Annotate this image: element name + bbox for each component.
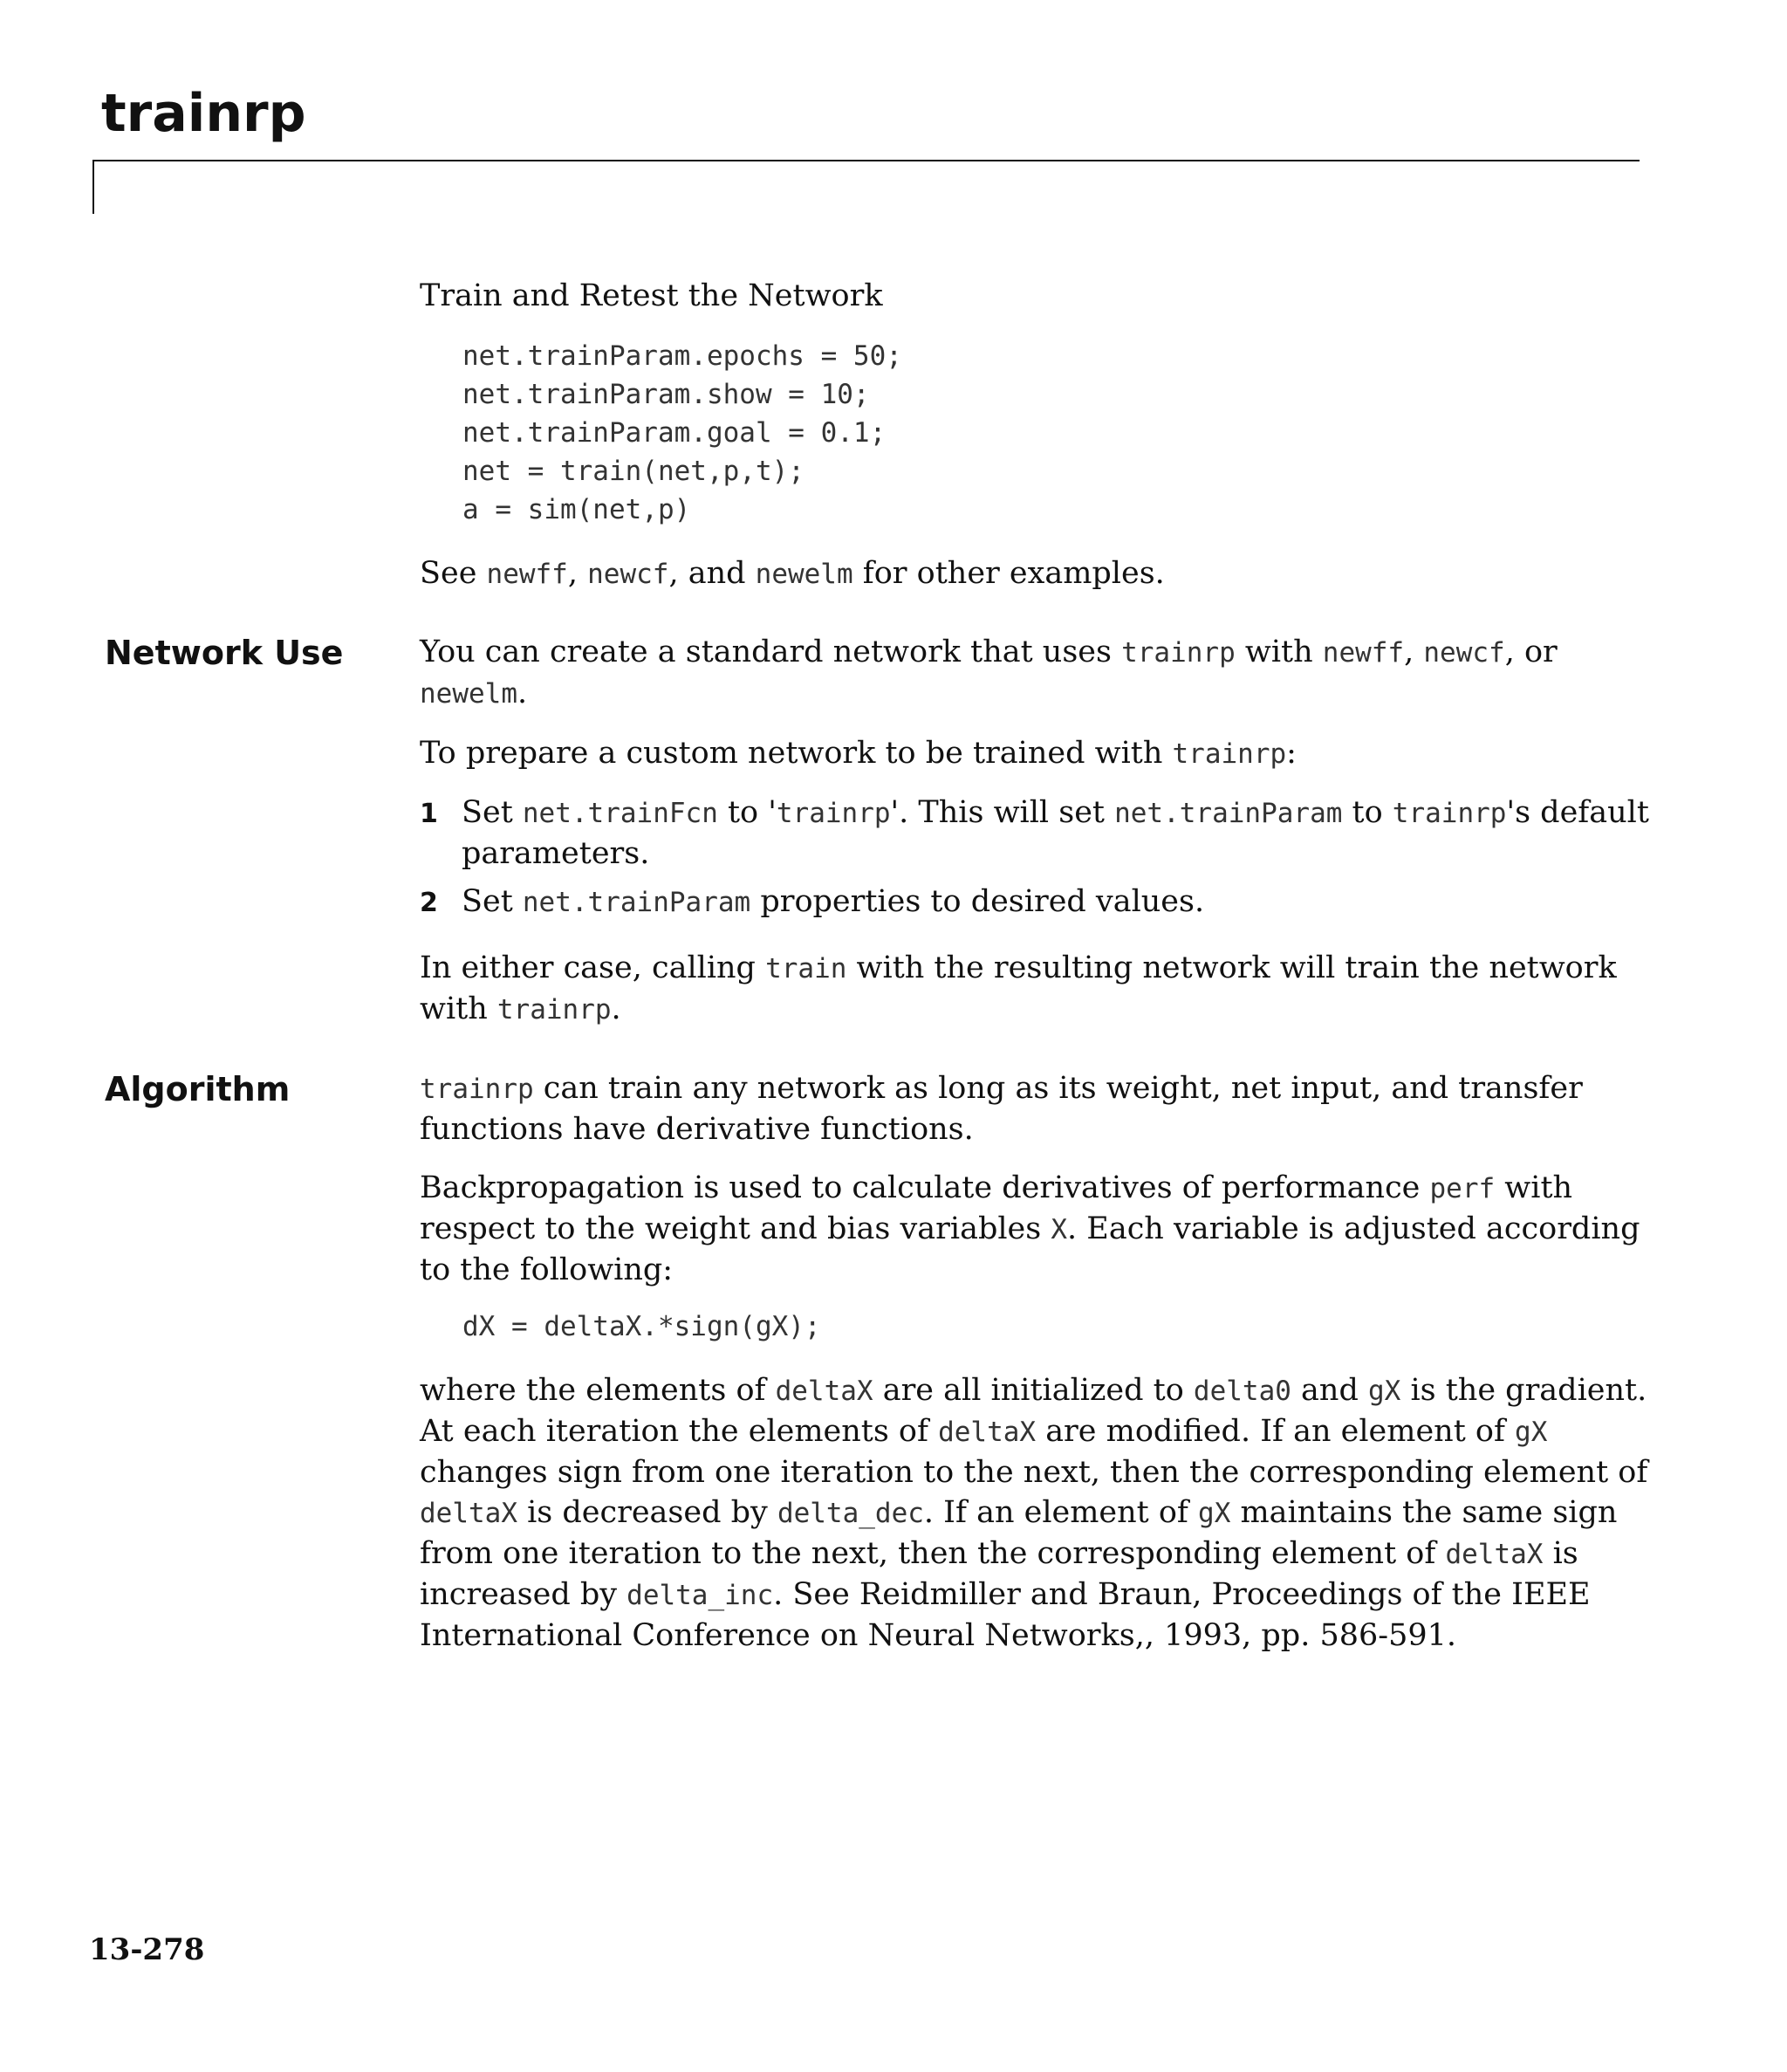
algorithm-paragraph-3: where the elements of deltaX are all initialized to delta0 and gX is the gradient. At each iteration the elements of deltaX are modified. If an element of gX changes sign from one iteration to the next, then the corresponding element of deltaX is decreased by delta_dec. If an element of gX maintains the same sign from one iteration to the next, then the corresponding element of deltaX is increased by delta_inc. See Reidmiller and Braun, Proceedings of the IEEE International Conference on Neural Networks,, 1993, pp. 586-591. bbox=[420, 1373, 1648, 1653]
list-number-1: 1 bbox=[420, 799, 438, 829]
list-number-2: 2 bbox=[420, 888, 438, 918]
code-line: net.trainParam.goal = 0.1; bbox=[462, 417, 887, 449]
see-examples-paragraph: See newff, newcf, and newelm for other examples. bbox=[420, 556, 1165, 591]
list-item-2: Set net.trainParam properties to desired values. bbox=[462, 884, 1205, 919]
algorithm-code: dX = deltaX.*sign(gX); bbox=[462, 1311, 821, 1342]
algorithm-heading: Algorithm bbox=[105, 1070, 291, 1108]
algorithm-paragraph-2: Backpropagation is used to calculate derivatives of performance perf with respect to the weight and bias variables X. Each variable is adjusted according to the following: bbox=[420, 1170, 1640, 1287]
train-retest-heading: Train and Retest the Network bbox=[420, 278, 883, 313]
code-newff: newff bbox=[486, 559, 568, 590]
train-code-block bbox=[462, 337, 902, 529]
page-number: 13-278 bbox=[89, 1932, 205, 1967]
network-use-paragraph-3: In either case, calling train with the resulting network will train the network with trainrp. bbox=[420, 950, 1617, 1026]
header-rule-vertical bbox=[92, 160, 94, 214]
algorithm-paragraph-1: trainrp can train any network as long as its weight, net input, and transfer functions have derivative functions. bbox=[420, 1071, 1583, 1147]
code-newelm: newelm bbox=[755, 559, 853, 590]
network-use-paragraph-1: You can create a standard network that uses trainrp with newff, newcf, or newelm. bbox=[420, 635, 1558, 710]
network-use-paragraph-2: To prepare a custom network to be trained with trainrp: bbox=[420, 736, 1297, 771]
list-item-1: Set net.trainFcn to 'trainrp'. This will set net.trainParam to trainrp's default parameters. bbox=[462, 795, 1649, 871]
code-newcf: newcf bbox=[587, 559, 669, 590]
code-line: net.trainParam.epochs = 50; bbox=[462, 340, 902, 372]
network-use-heading: Network Use bbox=[105, 634, 344, 672]
code-line: a = sim(net,p) bbox=[462, 494, 691, 525]
code-line: net.trainParam.show = 10; bbox=[462, 379, 870, 410]
code-line: net = train(net,p,t); bbox=[462, 456, 804, 487]
page-title: trainrp bbox=[101, 83, 306, 144]
header-rule-horizontal bbox=[92, 160, 1640, 161]
